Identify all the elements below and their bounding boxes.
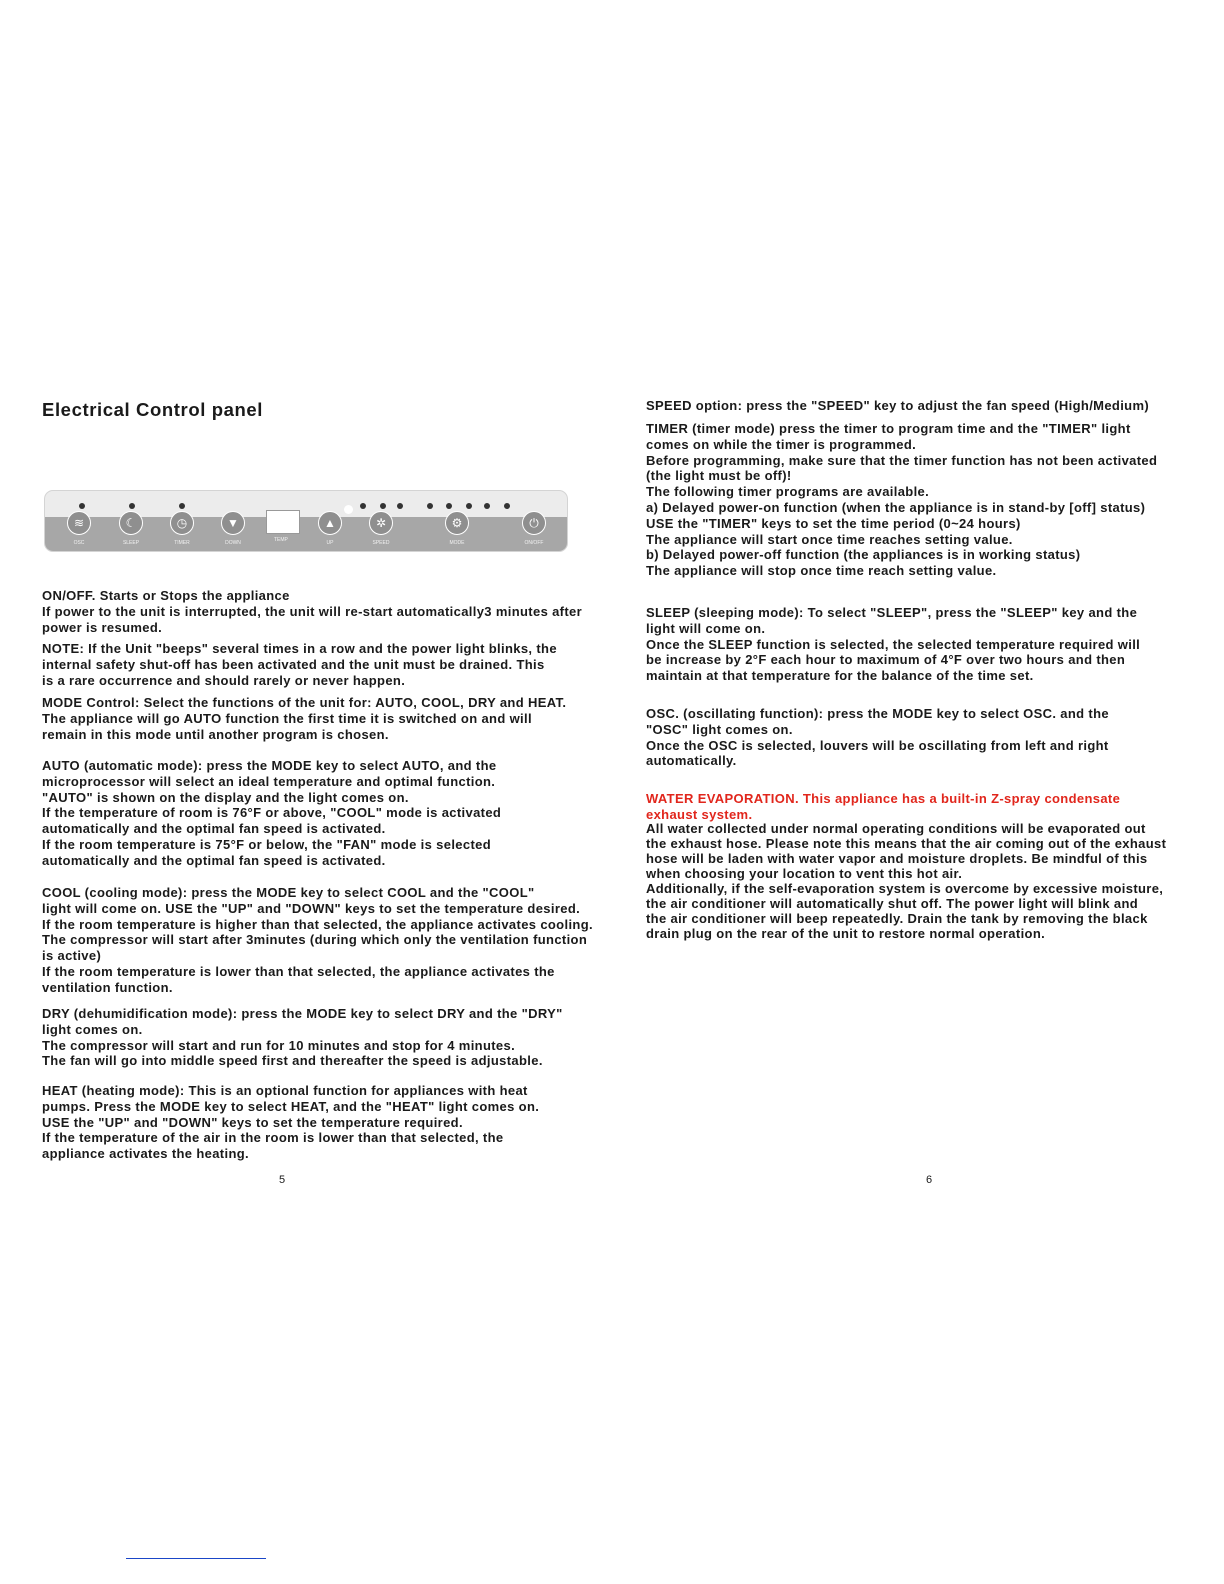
auto-mode-section: AUTO (automatic mode): press the MODE key to select AUTO, and the microprocessor will select an ideal temperature and optimal function. "AUTO" is shown on the display and the light comes on. If the temperature of room is 76°F or above, "COOL" mode is activated automatically and the optimal fan speed is activated. If the room temperature is 75°F or below, the "FAN" mode is selected automatically and the optimal fan speed is activated. xyxy=(42,758,502,868)
speed-label: SPEED xyxy=(372,540,390,546)
sleep-indicator-light xyxy=(129,503,135,509)
speed-button xyxy=(369,511,393,535)
mode-auto-indicator xyxy=(484,503,490,509)
osc-icon: ≋ xyxy=(73,516,85,530)
osc-label: OSC xyxy=(73,540,85,546)
sleep-label: SLEEP xyxy=(122,540,140,546)
timer-icon: ◷ xyxy=(176,516,188,530)
heat-mode-section: HEAT (heating mode): This is an optional function for appliances with heat pumps. Press the MODE key to select HEAT, and the "HEAT" light comes on. USE the "UP" and "DOWN" keys to set the temperature required. If the temperature of the air in the room is lower than that selected, the appliance activates the heating. xyxy=(42,1083,540,1162)
onoff-label: ON/OFF xyxy=(524,540,544,546)
water-evaporation-heading: WATER EVAPORATION. This appliance has a built-in Z-spray condensate exhaust system. xyxy=(646,791,1121,822)
temperature-display xyxy=(266,510,300,534)
mode-button xyxy=(445,511,469,535)
page-number-right: 6 xyxy=(926,1174,933,1186)
sleep-button xyxy=(119,511,143,535)
down-label: DOWN xyxy=(225,540,241,546)
up-button xyxy=(318,511,342,535)
down-arrow-icon: ▼ xyxy=(227,516,239,530)
footer-rule xyxy=(126,1558,266,1559)
speed-section: SPEED option: press the "SPEED" key to adjust the fan speed (High/Medium) xyxy=(646,398,1150,413)
note-section: NOTE: If the Unit "beeps" several times in a row and the power light blinks, the internal safety shut-off has been activated and the unit must be drained. This is a rare occurrence and should rarely or never happen. xyxy=(42,641,557,688)
power-icon: ⏻ xyxy=(529,515,539,530)
mode-dry-indicator xyxy=(446,503,452,509)
temp-label: TEMP xyxy=(274,537,288,543)
timer-indicator-light xyxy=(179,503,185,509)
osc-section: OSC. (oscillating function): press the MODE key to select OSC. and the "OSC" light comes on. Once the OSC is selected, louvers will be oscillating from left and right automatically. xyxy=(646,706,1109,769)
control-panel-illustration xyxy=(44,490,568,552)
panel-indicator-dot xyxy=(344,505,353,514)
power-button xyxy=(522,511,546,535)
up-arrow-icon: ▲ xyxy=(324,516,336,530)
dry-mode-section: DRY (dehumidification mode): press the MODE key to select DRY and the "DRY" light comes on. The compressor will start and run for 10 minutes and stop for 4 minutes. The fan will go into middle speed first and thereafter the speed is adjustable. xyxy=(42,1006,563,1069)
page-number-left: 5 xyxy=(279,1174,286,1186)
mode-heat-indicator xyxy=(427,503,433,509)
water-evaporation-body: All water collected under normal operating conditions will be evaporated out the exhaust hose. Please note this means that the air coming out of the exhaust hose will be laden with water vapor and moisture droplets. Be mindful of this when choosing your location to vent this hot air. Additionally, if the self-evaporation system is overcome by excessive moisture, the air conditioner will automatically shut off. The power light will blink and the air conditioner will beep repeatedly. Drain the tank by removing the black drain plug on the rear of the unit to restore normal operation. xyxy=(646,821,1167,941)
speed-low-indicator xyxy=(397,503,403,509)
timer-section: TIMER (timer mode) press the timer to program time and the "TIMER" light comes on while the timer is programmed. Before programming, make sure that the timer function has not been activated (the light must be off)! The following timer programs are available. a) Delayed power-on function (when the appliance is in stand-by [off] status) USE the "TIMER" keys to set the time period (0~24 hours) The appliance will start once time reaches setting value. b) Delayed power-off function (the appliances is in working status) The appliance will stop once time reach setting value. xyxy=(646,421,1158,579)
cool-mode-section: COOL (cooling mode): press the MODE key to select COOL and the "COOL" light will come on. USE the "UP" and "DOWN" keys to set the temperature desired. If the room temperature is higher than that selected, the appliance activates cooling. The compressor will start after 3minutes (during which only the ventilation function is active) If the room temperature is lower than that selected, the appliance activates the ventilation function. xyxy=(42,885,593,995)
page-title: Electrical Control panel xyxy=(42,399,264,420)
on-off-section: ON/OFF. Starts or Stops the appliance If power to the unit is interrupted, the unit will re-start automatically3 minutes after power is resumed. xyxy=(42,588,583,635)
mode-cool-indicator xyxy=(466,503,472,509)
timer-label: TIMER xyxy=(174,540,190,546)
speed-high-indicator xyxy=(360,503,366,509)
up-label: UP xyxy=(326,540,334,546)
down-button xyxy=(221,511,245,535)
timer-button xyxy=(170,511,194,535)
fan-icon: ✲ xyxy=(375,516,387,530)
osc-button xyxy=(67,511,91,535)
sleep-icon: ☾ xyxy=(125,516,137,530)
mode-fan-indicator xyxy=(504,503,510,509)
speed-mid-indicator xyxy=(380,503,386,509)
osc-indicator-light xyxy=(79,503,85,509)
sleep-section: SLEEP (sleeping mode): To select "SLEEP", press the "SLEEP" key and the light will come on. Once the SLEEP function is selected, the selected temperature required will be increase by 2°F each hour to maximum of 4°F over two hours and then maintain at that temperature for the balance of the time set. xyxy=(646,605,1141,684)
mode-control-section: MODE Control: Select the functions of the unit for: AUTO, COOL, DRY and HEAT. The appliance will go AUTO function the first time it is switched on and will remain in this mode until another program is chosen. xyxy=(42,695,567,742)
mode-label: MODE xyxy=(449,540,465,546)
mode-icon: ⚙ xyxy=(451,516,463,530)
